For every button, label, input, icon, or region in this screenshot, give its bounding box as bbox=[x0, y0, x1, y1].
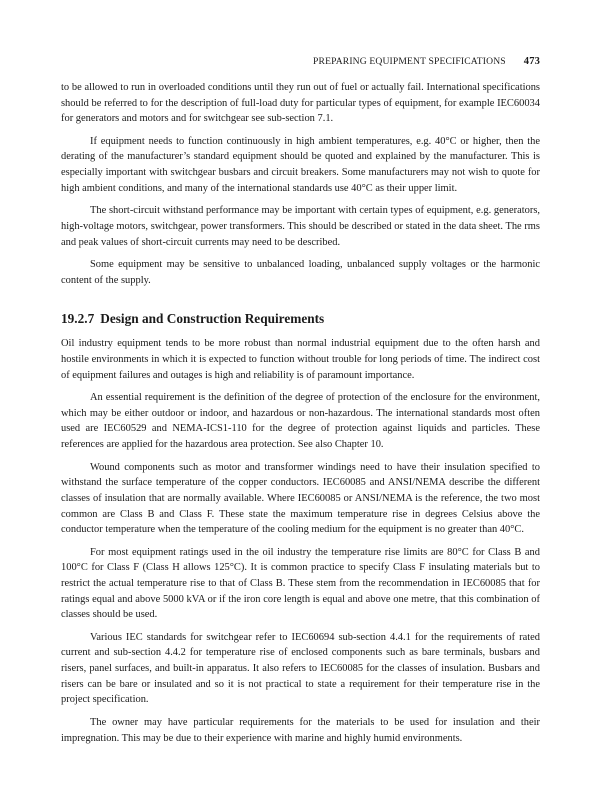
section-title: Design and Construction Requirements bbox=[100, 311, 325, 327]
paragraph: If equipment needs to function continuously in high ambient temperatures, e.g. 40°C or higher, then the derating of the manufacturer’s standard equipment should be quoted and explained by the manufacturer. This is especially important with switchgear busbars and circuit breakers. Some manufacturers may not wish to quote for high ambient conditions, and many of the international standards use 40°C as their upper limit. bbox=[61, 135, 540, 194]
paragraph: The owner may have particular requirements for the materials to be used for insulation and their impregnation. This may be due to their experience with marine and highly humid environments. bbox=[61, 716, 540, 744]
page-body bbox=[61, 80, 540, 746]
paragraph: The short-circuit withstand performance may be important with certain types of equipment, e.g. generators, high-voltage motors, switchgear, power transformers. This should be described or stated in the data sheet. The rms and peak values of short-circuit currents may need to be described. bbox=[61, 205, 540, 248]
page-number: 473 bbox=[523, 56, 540, 67]
paragraph: Wound components such as motor and transformer windings need to have their insulation specified to withstand the surface temperature of the copper conductors. IEC60085 and ANSI/NEMA describe the different classes of insulation that are normally available. Where IEC60085 or ANSI/NEMA is the reference, the two most common are Class B and Class F. These state the maximum temperature rise in degrees Celsius above the conductor temperature when the temperature of the cooling medium for the equipment is no greater than 40°C. bbox=[61, 461, 540, 536]
running-title: PREPARING EQUIPMENT SPECIFICATIONS bbox=[313, 56, 506, 67]
paragraph: Oil industry equipment tends to be more robust than normal industrial equipment due to the often harsh and hostile environments in which it is expected to function without trouble for long periods of time. The indirect cost of equipment failures and outages is high and reliability is of paramount importance. bbox=[61, 338, 540, 381]
paragraph: For most equipment ratings used in the oil industry the temperature rise limits are 80°C for Class B and 100°C for Class F (Class H allows 125°C). It is common practice to specify Class F insulating materials but to restrict the actual temperature rise to that of Class B. These stem from the recommendation in IEC60085 that for ratings equal and above 5000 kVA or if the iron core length is equal and above one metre, that this combination of classes should be used. bbox=[61, 546, 540, 621]
paragraph: An essential requirement is the definition of the degree of protection of the enclosure for the environment, which may be either outdoor or indoor, and hazardous or non-hazardous. The international standards most often used are IEC60529 and NEMA-ICS1-110 for the degree of protection against liquids and particles. These references are applied for the hazardous area protection. See also Chapter 10. bbox=[61, 392, 540, 451]
section-number: 19.2.7 bbox=[61, 311, 95, 327]
paragraph: to be allowed to run in overloaded conditions until they run out of fuel or actually fail. International specifications should be referred to for the description of full-load duty for particular types of equipment, for example IEC60034 for generators and motors and for switchgear see sub-section 7.1. bbox=[61, 82, 540, 125]
section-heading bbox=[61, 288, 540, 336]
paragraph: Some equipment may be sensitive to unbalanced loading, unbalanced supply voltages or the harmonic content of the supply. bbox=[61, 259, 540, 286]
paragraph: Various IEC standards for switchgear refer to IEC60694 sub-section 4.4.1 for the requirements of rated current and sub-section 4.4.2 for temperature rise of enclosed components such as bare terminals, busbars and risers, panel surfaces, and built-in apparatus. It also refers to IEC60085 for the classes of insulation. Busbars and risers can be bare or insulated and so it is not practical to state a requirement for their temperature rise in the project specification. bbox=[61, 631, 540, 706]
running-header bbox=[0, 56, 540, 67]
